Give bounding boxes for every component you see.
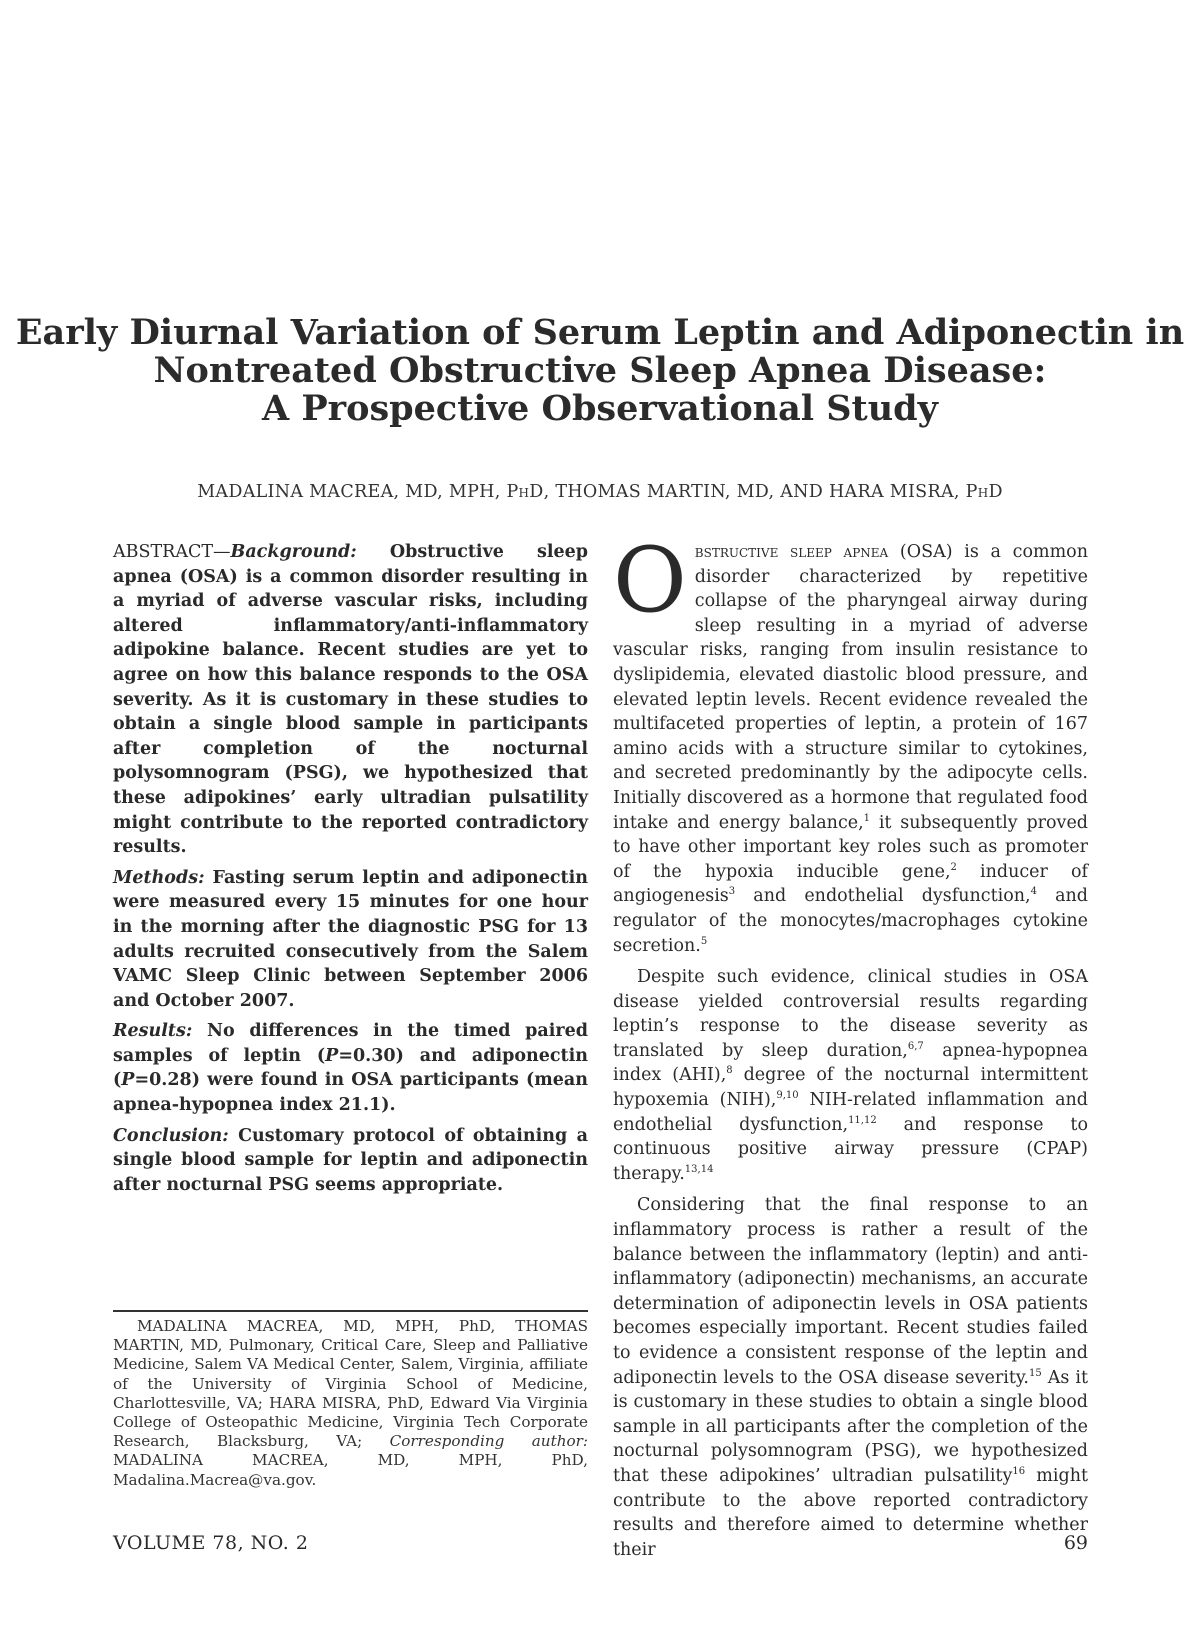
body-paragraph-1: Obstructive sleep apnea (OSA) is a common disorder characterized by repetitive collapse of the pharyngeal airway during sleep resulting in a myriad of adverse vascular risks, ranging from insulin resistance to dyslipidemia, elevated diastolic blood pressure, and elevated leptin levels. Recent evidence revealed the multifaceted properties of leptin, a protein of 167 amino acids with a structure similar to cytokines, and secreted predominantly by the adipocyte cells. Initially discovered as a hormone that regulated food intake and energy balance,$^1$ it subsequently proved to have other important key roles such as promoter of the hypoxia inducible gene,$^2$ inducer of angiogenesis$^3$ and endothelial dysfunction,$^4$ and regulator of the monocytes/macrophages cytokine secretion.$^5$ [613, 528, 1089, 956]
title-line-1: Early Diurnal Variation of Serum Leptin and Adiponectin in [15, 312, 1185, 353]
abstract [113, 540, 588, 1203]
abstract-results: Results: No differences in the timed paired samples of leptin (P=0.30) and adiponectin (P=0.28) were found in OSA participants (mean apnea-hypopnea index 21.1). [113, 1021, 589, 1116]
body-text [613, 528, 1089, 1569]
author-line: MADALINA MACREA, MD, MPH, PhD, THOMAS MARTIN, MD, AND HARA MISRA, PhD [197, 482, 1003, 502]
page-number: 69 [1063, 1532, 1088, 1554]
abstract-methods: Methods: Fasting serum leptin and adiponectin were measured every 15 minutes for one hour in the morning after the diagnostic PSG for 13 adults recruited consecutively from the Salem VAMC Sleep Clinic between September 2006 and October 2007. [113, 867, 588, 1011]
body-paragraph-3: Considering that the final response to an inflammatory process is rather a result of the balance between the inflammatory (leptin) and anti-inflammatory (adiponectin) mechanisms, an accurate determination of adiponectin levels in OSA patients becomes especially important. Recent studies failed to evidence a consistent response of the leptin and adiponectin levels to the OSA disease severity.$^{15}$ As it is customary in these studies to obtain a single blood sample in all participants after the completion of the nocturnal polysomnogram (PSG), we hypothesized that these adipokines’ ultradian pulsatility$^{16}$ might contribute to the above reported contradictory results and therefore aimed to determine whether their [613, 1195, 1088, 1560]
abstract-conclusion: Conclusion: Customary protocol of obtaining a single blood sample for leptin and adiponectin after nocturnal PSG seems appropriate. [113, 1125, 588, 1195]
body-paragraph-2: Despite such evidence, clinical studies in OSA disease yielded controversial results regarding leptin’s response to the disease severity as translated by sleep duration,$^{6,7}$ apnea-hypopnea index (AHI),$^8$ degree of the nocturnal intermittent hypoxemia (NIH),$^{9,10}$ NIH-related inflammation and endothelial dysfunction,$^{11,12}$ and response to continuous positive airway pressure (CPAP) therapy.$^{13,14}$ [613, 967, 1089, 1184]
title-line-2: Nontreated Obstructive Sleep Apnea Disease: [153, 350, 1047, 391]
author-affiliations-footnote: MADALINA MACREA, MD, MPH, PhD, THOMAS MARTIN, MD, Pulmonary, Critical Care, Sleep and Palliative Medicine, Salem VA Medical Center, Salem, Virginia, affiliate of the University of Virginia School of Medicine, Charlottesville, VA; HARA MISRA, PhD, Edward Via Virginia College of Osteopathic Medicine, Virginia Tech Corporate Research, Blacksburg, VA; Corresponding author: MADALINA MACREA, MD, MPH, PhD, Madalina.Macrea@va.gov. [113, 1317, 588, 1489]
drop-cap: O [613, 528, 687, 633]
title-line-3: A Prospective Observational Study [262, 388, 938, 429]
article-title [0, 314, 1200, 428]
abstract-background: ABSTRACT—Background: Obstructive sleep apnea (OSA) is a common disorder resulting in a myriad of adverse vascular risks, including altered inflammatory/anti-inflammatory adipokine balance. Recent studies are yet to agree on how this balance responds to the OSA severity. As it is customary in these studies to obtain a single blood sample in participants after completion of the nocturnal polysomnogram (PSG), we hypothesized that these adipokines’ early ultradian pulsatility might contribute to the reported contradictory results. [113, 542, 588, 858]
journal-volume: VOLUME 78, NO. 2 [113, 1532, 309, 1554]
footnote-divider [113, 1310, 588, 1312]
